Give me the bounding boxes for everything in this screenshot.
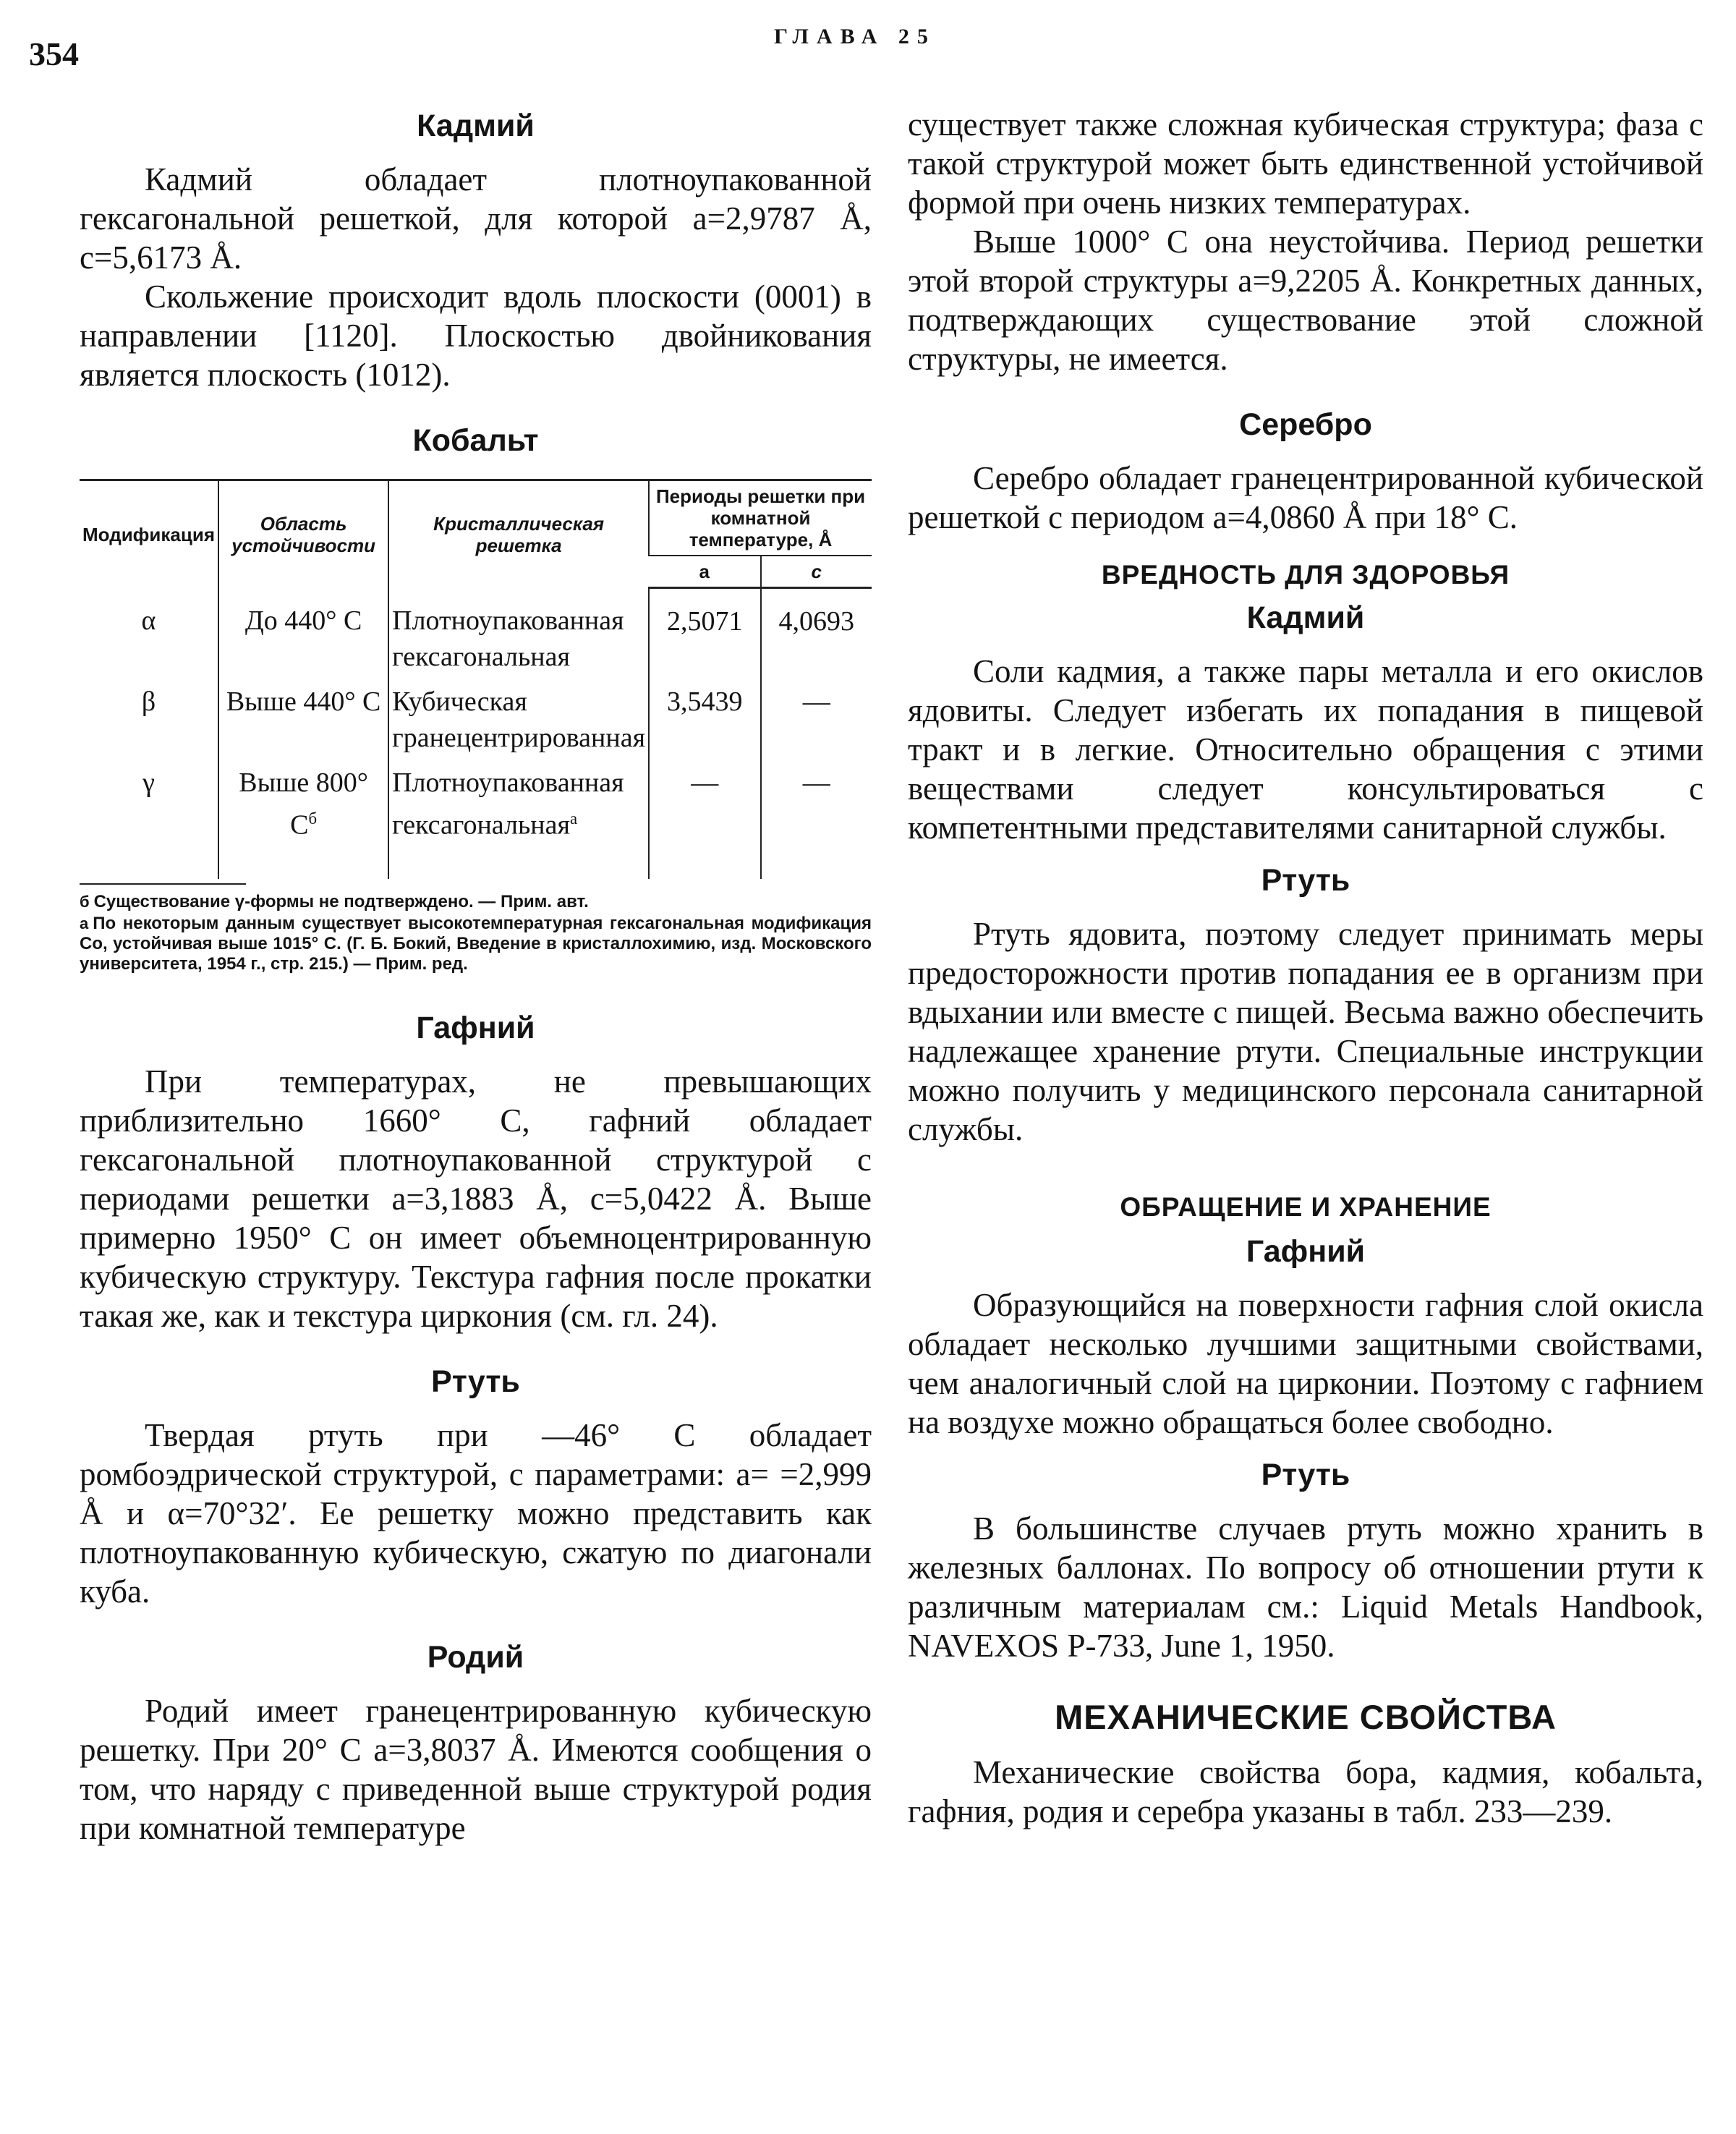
cadmium-heading: Кадмий — [417, 109, 535, 143]
col-header-stability: Область устойчивости — [218, 480, 388, 588]
mercury-heading: Ртуть — [431, 1364, 520, 1400]
rhodium-heading: Родий — [427, 1640, 524, 1675]
cell-mod: γ — [142, 767, 155, 798]
health-mercury-paragraph: Ртуть ядовита, поэтому следует принимать меры предосторожности против попадания ее в организм при вдыхании или вместе с пищей. Весьма важно обеспечить надлежащее хранение ртути. Специальные инструкции можно получить у медицинского персонала санитарной службы. — [908, 916, 1703, 1147]
mercury-paragraph: Твердая ртуть при —46° С обладает ромбоэдрической структурой, с параметрами: a= =2,999 Å и α=70°32′. Ее решетку можно представить как плотноупакованную кубическую, сжатую по диагонали куба. — [80, 1417, 872, 1610]
footnote-b-mark: б — [80, 893, 90, 911]
health-mercury-heading: Ртуть — [1261, 863, 1350, 898]
cell-area: Выше 440° С — [218, 681, 388, 762]
handling-mercury-paragraph: В большинстве случаев ртуть можно хранить в железных баллонах. По вопросу об отношении ртути к различным материалам см.: Liquid Metals Handbook, NAVEXOS P-733, June 1, 1950. — [908, 1510, 1703, 1664]
cell-a: 2,5071 — [649, 588, 760, 681]
cell-area — [218, 762, 388, 880]
page-number: 354 — [29, 35, 79, 72]
col-header-a: a — [649, 556, 760, 588]
footnote-ref-b: б — [308, 809, 318, 828]
cell-lattice — [388, 762, 649, 880]
footnote-a — [80, 914, 872, 974]
cell-area-text: Выше 800° С — [239, 767, 368, 841]
table-row — [80, 681, 872, 762]
mechanical-heading: МЕХАНИЧЕСКИЕ СВОЙСТВА — [1055, 1698, 1557, 1736]
hafnium-paragraph: При температурах, не превышающих приблизительно 1660° С, гафний обладает гексагональной плотноупакованной структурой с периодами решетки a=3,1883 Å, c=5,0422 Å. Выше примерно 1950° С он имеет объемноцентрированную кубическую структуру. Текстура гафния после прокатки такая же, как и текстура циркония (см. гл. 24). — [80, 1063, 872, 1335]
table-row — [80, 588, 872, 681]
col-header-periods: Периоды решетки при комнатной температуре, Å — [649, 480, 872, 556]
handling-heading: ОБРАЩЕНИЕ И ХРАНЕНИЕ — [1120, 1192, 1492, 1222]
cell-a: — — [649, 762, 760, 880]
handling-mercury-heading: Ртуть — [1261, 1458, 1350, 1492]
footnote-divider — [80, 883, 246, 885]
cell-c: — — [761, 762, 872, 880]
cell-mod: β — [141, 686, 156, 717]
table-row — [80, 762, 872, 880]
cell-a: 3,5439 — [649, 681, 760, 762]
cell-c: 4,0693 — [761, 588, 872, 681]
hafnium-heading: Гафний — [416, 1011, 535, 1046]
cell-lattice: Плотноупакованная гексагональная — [388, 588, 649, 681]
footnote-b — [80, 892, 872, 912]
health-heading: ВРЕДНОСТЬ ДЛЯ ЗДОРОВЬЯ — [1101, 560, 1510, 590]
cadmium-paragraph-1: Кадмий обладает плотноупакованной гексагональной решеткой, для которой a=2,9787 Å, c=5,6173 Å. — [80, 161, 872, 276]
silver-heading: Серебро — [1239, 407, 1372, 442]
footnote-a-mark: а — [80, 914, 89, 933]
cell-area: До 440° С — [218, 588, 388, 681]
mechanical-paragraph: Механические свойства бора, кадмия, кобальта, гафния, родия и серебра указаны в табл. 233—239. — [908, 1754, 1703, 1829]
right-column — [908, 105, 1703, 1831]
col-header-c: c — [761, 556, 872, 588]
footnote-a-text: По некоторым данным существует высокотемпературная гексагональная модификация Co, устойчивая выше 1015° С. (Г. Б. Бокий, Введение в кристаллохимию, изд. Московского университета, 1954 г., стр. 215.) — Прим. ред. — [80, 914, 872, 974]
cell-c: — — [761, 681, 872, 762]
left-column — [80, 109, 872, 1848]
health-cadmium-heading: Кадмий — [1246, 600, 1365, 635]
handling-hafnium-paragraph: Образующийся на поверхности гафния слой окисла обладает несколько лучшими защитными свойствами, чем аналогичный слой на цирконии. Поэтому с гафнием на воздухе можно обращаться более свободно. — [908, 1287, 1703, 1440]
silver-paragraph: Серебро обладает гранецентрированной кубической решеткой с периодом a=4,0860 Å при 18° С. — [908, 460, 1703, 535]
footnote-b-text: Существование γ-формы не подтверждено. — Прим. авт. — [93, 892, 589, 912]
rhodium-continuation: существует также сложная кубическая структура; фаза с такой структурой может быть единственной устойчивой формой при очень низких температурах. — [908, 106, 1703, 221]
cell-lattice: Кубическая гранецентрированная — [388, 681, 649, 762]
rhodium-paragraph-2: Выше 1000° С она неустойчива. Период решетки этой второй структуры a=9,2205 Å. Конкретных данных, подтверждающих существование этой сложной структуры, не имеется. — [908, 224, 1703, 377]
cell-lattice-text: Плотноупакованная гексагональная — [392, 767, 624, 841]
footnote-ref-a: а — [569, 809, 578, 828]
running-head: ГЛАВА 25 — [774, 25, 936, 48]
col-header-modification: Модификация — [80, 480, 218, 588]
cobalt-heading: Кобальт — [412, 423, 539, 458]
rhodium-paragraph: Родий имеет гранецентрированную кубическую решетку. При 20° С a=3,8037 Å. Имеются сообщения о том, что наряду с приведенной выше структурой родия при комнатной температуре — [80, 1693, 872, 1847]
health-cadmium-paragraph: Соли кадмия, а также пары металла и его окислов ядовиты. Следует избегать их попадания в пищевой тракт и в легкие. Относительно обращения с этими веществами следует консультироваться с компетентными представителями санитарной службы. — [908, 653, 1703, 846]
col-header-lattice: Кристаллическая решетка — [388, 480, 649, 588]
handling-hafnium-heading: Гафний — [1246, 1234, 1366, 1269]
cell-mod: α — [141, 605, 156, 636]
cadmium-paragraph-2: Скольжение происходит вдоль плоскости (0001) в направлении [1120]. Плоскостью двойникования является плоскость (1012). — [80, 279, 872, 393]
cobalt-table — [80, 479, 872, 879]
